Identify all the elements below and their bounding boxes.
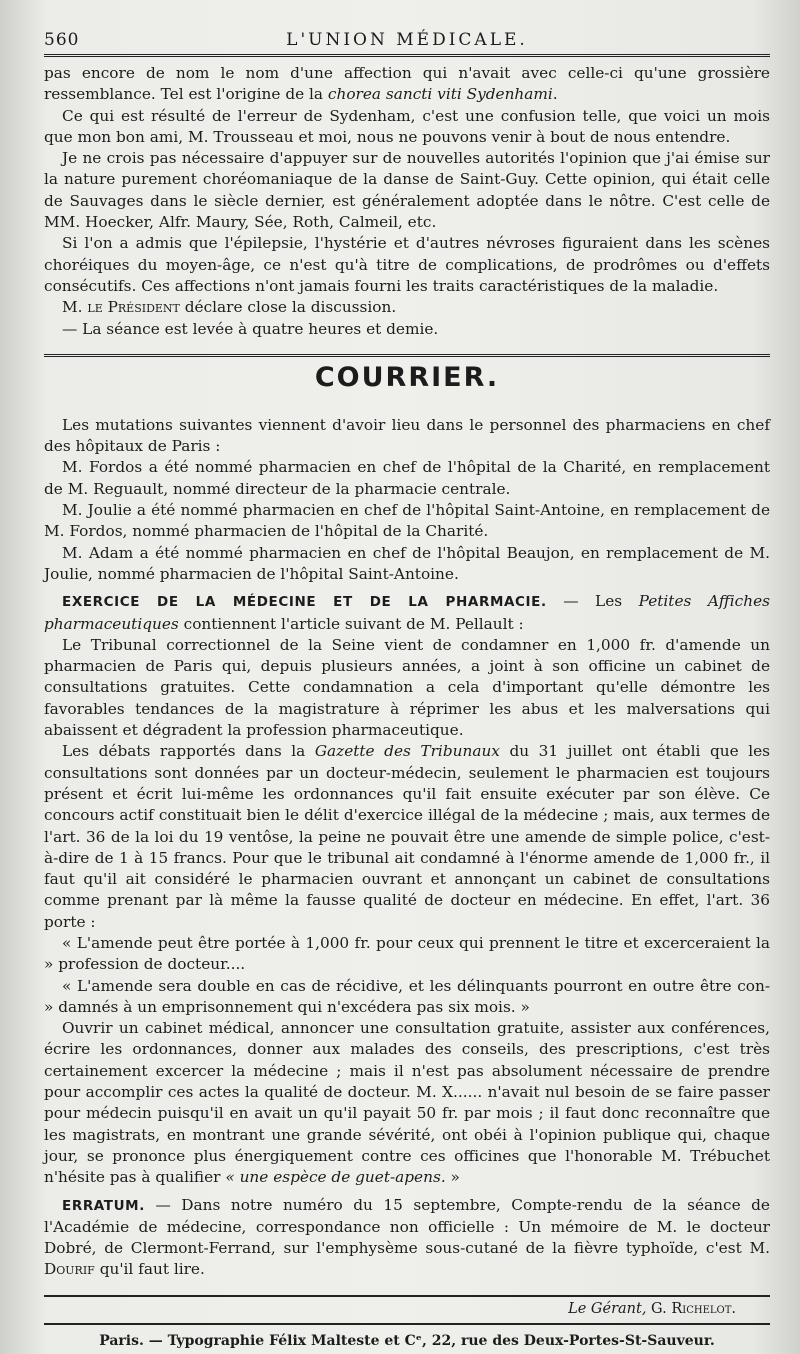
latin-title: chorea sancti viti Sydenhami	[327, 85, 553, 104]
section-rule	[44, 354, 770, 357]
printer-imprint: Paris. — Typographie Félix Malteste et Cᵉ, 22, rue des Deux-Portes-St-Sauveur.	[99, 1332, 715, 1349]
paragraph: pas encore de nom le nom d'une affection qui n'avait avec celle-ci qu'une grossière ressemblance. Tel est l'origine de la chorea sancti viti Sydenhami.	[44, 64, 770, 104]
quoted-phrase: « une espèce de guet-apens.	[225, 1168, 446, 1187]
page-number: 560	[44, 30, 80, 50]
paragraph: — La séance est levée à quatre heures et demie.	[62, 319, 439, 338]
running-head	[44, 24, 770, 54]
publication-title: Petites Affiches pharmaceutiques	[44, 592, 770, 633]
speaker: M. le Président	[62, 298, 180, 317]
footer-rule	[44, 1295, 770, 1297]
publication-title: Gazette des Tribunaux	[314, 742, 500, 761]
previous-article-continuation	[44, 63, 770, 340]
paragraph: EXERCICE DE LA MÉDECINE ET DE LA PHARMACIE. — Les Petites Affiches pharmaceutiques contiennent l'article suivant de M. Pellault :	[44, 592, 770, 633]
paragraph: Si l'on a admis que l'épilepsie, l'hystérie et d'autres névroses figuraient dans les scènes choréiques du moyen-âge, ce n'est qu'à titre de complications, de prodrômes ou d'effets consécutifs. Ces affections n'ont jamais fourni les traits caractéristiques de la maladie.	[44, 234, 770, 295]
paragraph: M. Adam a été nommé pharmacien en chef de l'hôpital Beaujon, en remplacement de M. Joulie, nommé pharmacien de l'hôpital Saint-Antoine.	[44, 543, 770, 583]
paragraph: M. le Président déclare close la discussion.	[62, 298, 397, 317]
courrier-section	[44, 415, 770, 1281]
quotation: « L'amende sera double en cas de récidive, et les délinquants pourront en outre être con- » damnés à un emprisonnement qui n'excédera pas six mois. »	[44, 976, 770, 1016]
paragraph: M. Fordos a été nommé pharmacien en chef de l'hôpital de la Charité, en remplacement de M. Reguault, nommé directeur de la pharmacie centrale.	[44, 458, 770, 498]
paragraph: Le Tribunal correctionnel de la Seine vient de condamner en 1,000 fr. d'amende un pharmacien de Paris qui, depuis plusieurs années, a joint à son officine un cabinet de consultations gratuites. Cette condamnation a cela d'important qu'elle démontre les favorables tendances de la magistrature à réprimer les abus et les malversations qui abaissent et dégradent la profession pharmaceutique.	[44, 635, 770, 740]
paragraph: M. Joulie a été nommé pharmacien en chef de l'hôpital Saint-Antoine, en remplacement de M. Fordos, nommé pharmacien de l'hôpital de la Charité.	[44, 501, 770, 541]
paragraph: Les débats rapportés dans la Gazette des Tribunaux du 31 juillet ont établi que les consultations sont données par un docteur-médecin, seulement le pharmacien est toujours présent et écrit lui-même les ordonnances qu'il fait ensuite exécuter par son élève. Ce concours actif constituait bien le délit d'exercice illégal de la médecine ; mais, aux termes de l'art. 36 de la loi du 19 ventôse, la peine ne pouvait être une amende de simple police, c'est-à-dire de 1 à 15 francs. Pour que le tribunal ait condamné à l'énorme amende de 1,000 fr., il faut qu'il ait considéré le pharmacien ouvrant et annonçant un cabinet de consultations comme prenant par là même la fausse qualité de docteur en médecine. En effet, l'art. 36 porte :	[44, 742, 770, 931]
subsection-title: ERRATUM.	[62, 1197, 145, 1214]
author-name: Dourif	[44, 1260, 95, 1279]
journal-title: L'UNION MÉDICALE.	[286, 30, 528, 50]
erratum: ERRATUM. — Dans notre numéro du 15 septembre, Compte-rendu de la séance de l'Académie de médecine, correspondance non officielle : Un mémoire de M. le docteur Dobré, de Clermont-Ferrand, sur l'emphysème sous-cutané de la fièvre typhoïde, c'est M. Dourif qu'il faut lire.	[44, 1195, 770, 1279]
imprint-rule	[44, 1323, 770, 1325]
paragraph: Ce qui est résulté de l'erreur de Sydenham, c'est une confusion telle, que voici un mois que mon bon ami, M. Trousseau et moi, nous ne pouvons venir à bout de nous entendre.	[44, 106, 770, 146]
quotation: « L'amende peut être portée à 1,000 fr. pour ceux qui prennent le titre et excerceraient la » profession de docteur....	[44, 933, 770, 974]
header-rule	[44, 54, 770, 57]
paragraph: Ouvrir un cabinet médical, annoncer une consultation gratuite, assister aux conférences, écrire les ordonnances, donner aux malades des conseils, des prescriptions, c'est très certainement excercer la médecine ; mais il n'est pas absolument nécessaire de prendre pour accomplir ces actes la qualité de docteur. M. X...... n'avait nul besoin de se faire passer pour médecin puisqu'il en avait un qu'il payait 50 fr. par mois ; il faut donc reconnaître que les magistrats, en montrant une grande sévérité, ont obéi à l'opinion publique qui, chaque jour, se prononce plus énergiquement contre ces officines que l'honorable M. Trébuchet n'hésite pas à qualifier « une espèce de guet-apens. »	[44, 1019, 770, 1187]
paragraph: Les mutations suivantes viennent d'avoir lieu dans le personnel des pharmaciens en chef des hôpitaux de Paris :	[44, 415, 770, 456]
paragraph: Je ne crois pas nécessaire d'appuyer sur de nouvelles autorités l'opinion que j'ai émise sur la nature purement choréomaniaque de la danse de Saint-Guy. Cette opinion, qui était celle de Sauvages dans le siècle dernier, est généralement adoptée dans le nôtre. C'est celle de MM. Hoecker, Alfr. Maury, Sée, Roth, Calmeil, etc.	[44, 149, 770, 232]
subsection-title: EXERCICE DE LA MÉDECINE ET DE LA PHARMACIE.	[62, 594, 547, 611]
section-heading: COURRIER.	[314, 361, 500, 393]
signature: Le Gérant, G. Richelot.	[568, 1300, 736, 1317]
